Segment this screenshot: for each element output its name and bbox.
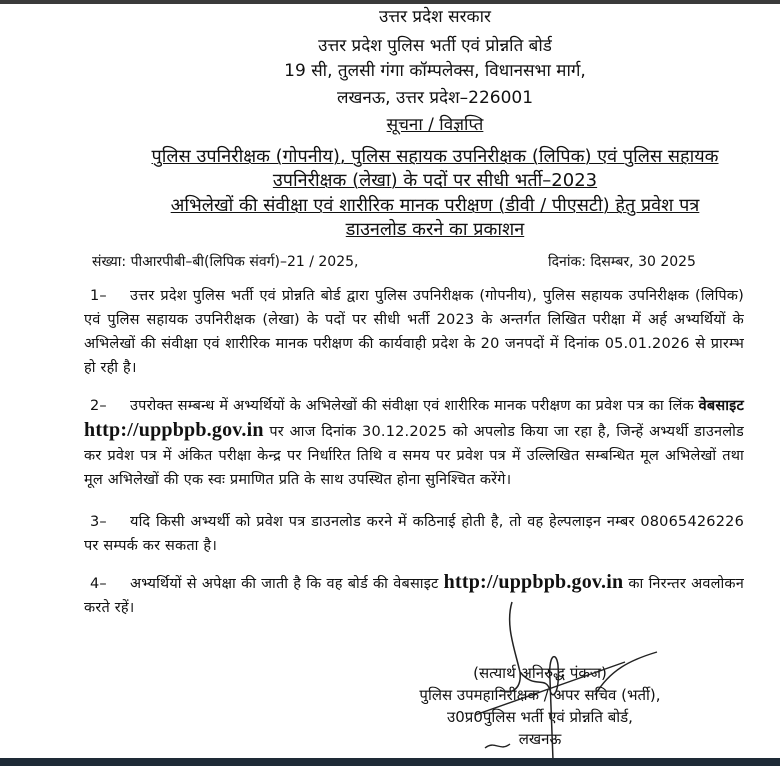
- paragraph-text: अभ्यर्थियों से अपेक्षा की जाती है कि वह बोर्ड की वेबसाइट: [130, 576, 444, 592]
- header-city: लखनऊ, उत्तर प्रदेश–226001: [336, 88, 534, 108]
- paragraph-text: उत्तर प्रदेश पुलिस भर्ती एवं प्रोन्नति बोर्ड द्वारा पुलिस उपनिरीक्षक (गोपनीय), पुलिस सहायक उपनिरीक्षक (लिपिक) एवं पुलिस सहायक उपनिरीक्षक (लेखा) के पदों पर सीधी भर्ती 2023 के अन्तर्गत लिखित परीक्षा में अर्ह अभ्यर्थियों के अभिलेखों की संवीक्षा एवं शारीरिक मानक परीक्षण की कार्यवाही प्रदेश के 20 जनपदों में दिनांक 05.01.2026 से प्रारम्भ हो रही है।: [84, 288, 744, 376]
- header-address: 19 सी, तुलसी गंगा कॉम्पलेक्स, विधानसभा मार्ग,: [284, 61, 586, 81]
- signatory-designation: पुलिस उपमहानिरीक्षक / अपर सचिव (भर्ती),: [419, 686, 661, 704]
- signatory-name: (सत्यार्थ अनिरुद्ध पंकज): [473, 664, 607, 682]
- notice-heading: सूचना / विज्ञप्ति: [386, 115, 484, 135]
- paragraph-text: उपरोक्त सम्बन्ध में अभ्यर्थियों के अभिलेखों की संवीक्षा एवं शारीरिक मानक परीक्षण का प्रवेश पत्र का लिंक: [130, 398, 699, 414]
- paragraph-2: [84, 394, 744, 492]
- reference-date: दिनांक: दिसम्बर, 30 2025: [548, 254, 696, 270]
- paragraph-3: [84, 510, 744, 558]
- paragraph-1: [84, 284, 744, 380]
- website-link[interactable]: http://uppbpb.gov.in: [84, 419, 264, 441]
- header-government: उत्तर प्रदेश सरकार: [379, 7, 491, 27]
- title-line-1: पुलिस उपनिरीक्षक (गोपनीय), पुलिस सहायक उपनिरीक्षक (लिपिक) एवं पुलिस सहायक: [151, 146, 719, 167]
- title-line-3: अभिलेखों की संवीक्षा एवं शारीरिक मानक परीक्षण (डीवी / पीएसटी) हेतु प्रवेश पत्र: [170, 195, 700, 216]
- reference-number: संख्या: पीआरपीबी–बी(लिपिक संवर्ग)–21 / 2025,: [92, 254, 359, 270]
- website-label: वेबसाइट: [698, 398, 744, 414]
- paragraph-number: 1–: [90, 288, 107, 304]
- paragraph-4: [84, 570, 744, 620]
- header-board: उत्तर प्रदेश पुलिस भर्ती एवं प्रोन्नति बोर्ड: [318, 36, 552, 56]
- paragraph-number: 3–: [90, 514, 107, 530]
- paragraph-text: यदि किसी अभ्यर्थी को प्रवेश पत्र डाउनलोड करने में कठिनाई होती है, तो वह हेल्पलाइन नम्बर 08065426226 पर सम्पर्क कर सकता है।: [84, 514, 744, 554]
- title-line-4: डाउनलोड करने का प्रकाशन: [345, 219, 525, 240]
- title-line-2: उपनिरीक्षक (लेखा) के पदों पर सीधी भर्ती–2023: [272, 170, 598, 191]
- paragraph-text: का निरन्तर अवलोकन करते रहें।: [84, 576, 745, 616]
- signatory-office: उ0प्र0पुलिस भर्ती एवं प्रोन्नति बोर्ड,: [447, 708, 633, 726]
- bottom-bar: [0, 758, 780, 766]
- website-link[interactable]: http://uppbpb.gov.in: [443, 571, 624, 593]
- signatory-city: लखनऊ: [518, 730, 562, 748]
- paragraph-text: पर आज दिनांक 30.12.2025 को अपलोड किया जा रहा है, जिन्हें अभ्यर्थी डाउनलोड कर प्रवेश पत्र में अंकित परीक्षा केन्द्र पर निर्धारित तिथि व समय पर प्रवेश पत्र में उल्लिखित सम्बन्धित मूल अभिलेखों तथा मूल अभिलेखों की एक स्वः प्रमाणित प्रति के साथ उपस्थित होना सुनिश्चित करेंगे।: [84, 424, 744, 488]
- paragraph-number: 4–: [90, 576, 107, 592]
- paragraph-number: 2–: [90, 398, 107, 414]
